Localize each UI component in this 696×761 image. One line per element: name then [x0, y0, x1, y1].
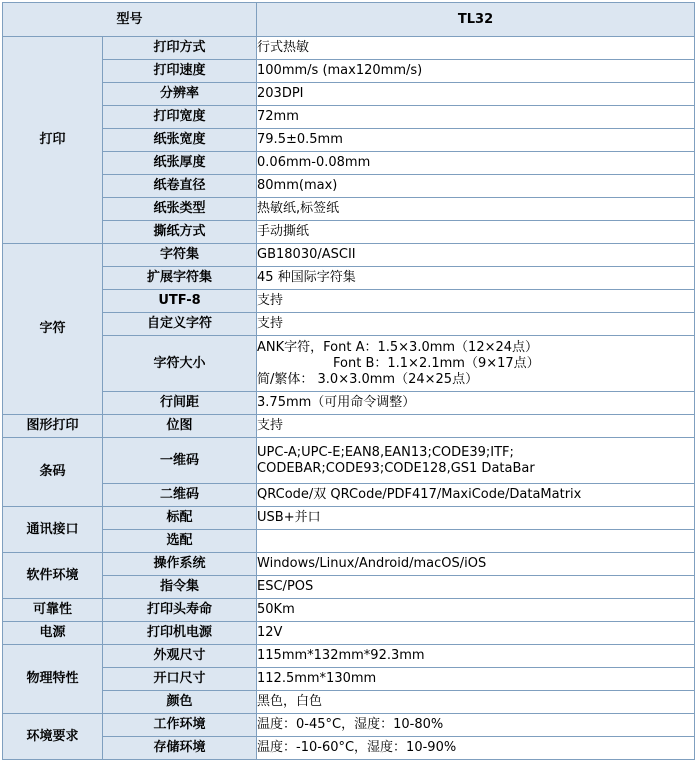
spec-value: 115mm*132mm*92.3mm: [257, 645, 695, 668]
spec-value: ESC/POS: [257, 576, 695, 599]
spec-value: Windows/Linux/Android/macOS/iOS: [257, 553, 695, 576]
spec-item: 扩展字符集: [103, 267, 257, 290]
model-value: TL32: [257, 3, 695, 37]
spec-item: 工作环境: [103, 714, 257, 737]
spec-value: 热敏纸,标签纸: [257, 198, 695, 221]
spec-value: 45 种国际字符集: [257, 267, 695, 290]
spec-value: 支持: [257, 415, 695, 438]
spec-value: 手动撕纸: [257, 221, 695, 244]
group-barcode: 条码: [3, 438, 103, 507]
spec-value-multiline: [257, 336, 695, 392]
group-power: 电源: [3, 622, 103, 645]
spec-item: 纸张宽度: [103, 129, 257, 152]
spec-item: 自定义字符: [103, 313, 257, 336]
spec-value: 黑色，白色: [257, 691, 695, 714]
spec-item: 打印宽度: [103, 106, 257, 129]
spec-item: 行间距: [103, 392, 257, 415]
spec-table: [2, 2, 695, 760]
spec-value: 行式热敏: [257, 37, 695, 60]
spec-value: 温度：-10-60°C，湿度：10-90%: [257, 737, 695, 760]
group-print: 打印: [3, 37, 103, 244]
spec-item: 打印方式: [103, 37, 257, 60]
spec-value: 203DPI: [257, 83, 695, 106]
spec-item: 开口尺寸: [103, 668, 257, 691]
spec-value: GB18030/ASCII: [257, 244, 695, 267]
group-software: 软件环境: [3, 553, 103, 599]
spec-value-line: ANK字符，Font A：1.5×3.0mm（12×24点）: [257, 339, 539, 355]
spec-item: 外观尺寸: [103, 645, 257, 668]
spec-item: 纸张厚度: [103, 152, 257, 175]
spec-item: 分辨率: [103, 83, 257, 106]
spec-value: 50Km: [257, 599, 695, 622]
group-reliability: 可靠性: [3, 599, 103, 622]
spec-item: 位图: [103, 415, 257, 438]
spec-value: 100mm/s (max120mm/s): [257, 60, 695, 83]
spec-item: 字符集: [103, 244, 257, 267]
spec-value: [257, 530, 695, 553]
spec-item: 存储环境: [103, 737, 257, 760]
spec-item: 标配: [103, 507, 257, 530]
spec-item: 打印机电源: [103, 622, 257, 645]
spec-value: USB+并口: [257, 507, 695, 530]
spec-value-line: Font B：1.1×2.1mm（9×17点）: [333, 355, 540, 371]
spec-item: 二维码: [103, 484, 257, 507]
spec-value: 支持: [257, 290, 695, 313]
spec-item: 纸张类型: [103, 198, 257, 221]
spec-value-line: CODEBAR;CODE93;CODE128,GS1 DataBar: [257, 460, 535, 476]
spec-value-multiline: [257, 438, 695, 484]
spec-value: 0.06mm-0.08mm: [257, 152, 695, 175]
spec-value: 79.5±0.5mm: [257, 129, 695, 152]
spec-value: 12V: [257, 622, 695, 645]
group-interface: 通讯接口: [3, 507, 103, 553]
spec-item: 一维码: [103, 438, 257, 484]
spec-item: 操作系统: [103, 553, 257, 576]
group-environment: 环境要求: [3, 714, 103, 760]
spec-value: 温度：0-45°C，湿度：10-80%: [257, 714, 695, 737]
spec-item: 打印速度: [103, 60, 257, 83]
spec-value: 支持: [257, 313, 695, 336]
spec-item: 选配: [103, 530, 257, 553]
group-character: 字符: [3, 244, 103, 415]
group-physical: 物理特性: [3, 645, 103, 714]
spec-item: 打印头寿命: [103, 599, 257, 622]
model-label: 型号: [3, 3, 257, 37]
spec-item: 纸卷直径: [103, 175, 257, 198]
spec-item: 指令集: [103, 576, 257, 599]
spec-value: 80mm(max): [257, 175, 695, 198]
group-graphics: 图形打印: [3, 415, 103, 438]
spec-item: 撕纸方式: [103, 221, 257, 244]
spec-value: 3.75mm（可用命令调整）: [257, 392, 695, 415]
spec-value: 112.5mm*130mm: [257, 668, 695, 691]
spec-value: 72mm: [257, 106, 695, 129]
spec-item: UTF-8: [103, 290, 257, 313]
spec-value-line: 简/繁体： 3.0×3.0mm（24×25点）: [257, 371, 479, 387]
spec-value-line: UPC-A;UPC-E;EAN8,EAN13;CODE39;ITF;: [257, 444, 514, 460]
spec-value: QRCode/双 QRCode/PDF417/MaxiCode/DataMatrix: [257, 484, 695, 507]
spec-item: 颜色: [103, 691, 257, 714]
spec-item: 字符大小: [103, 336, 257, 392]
